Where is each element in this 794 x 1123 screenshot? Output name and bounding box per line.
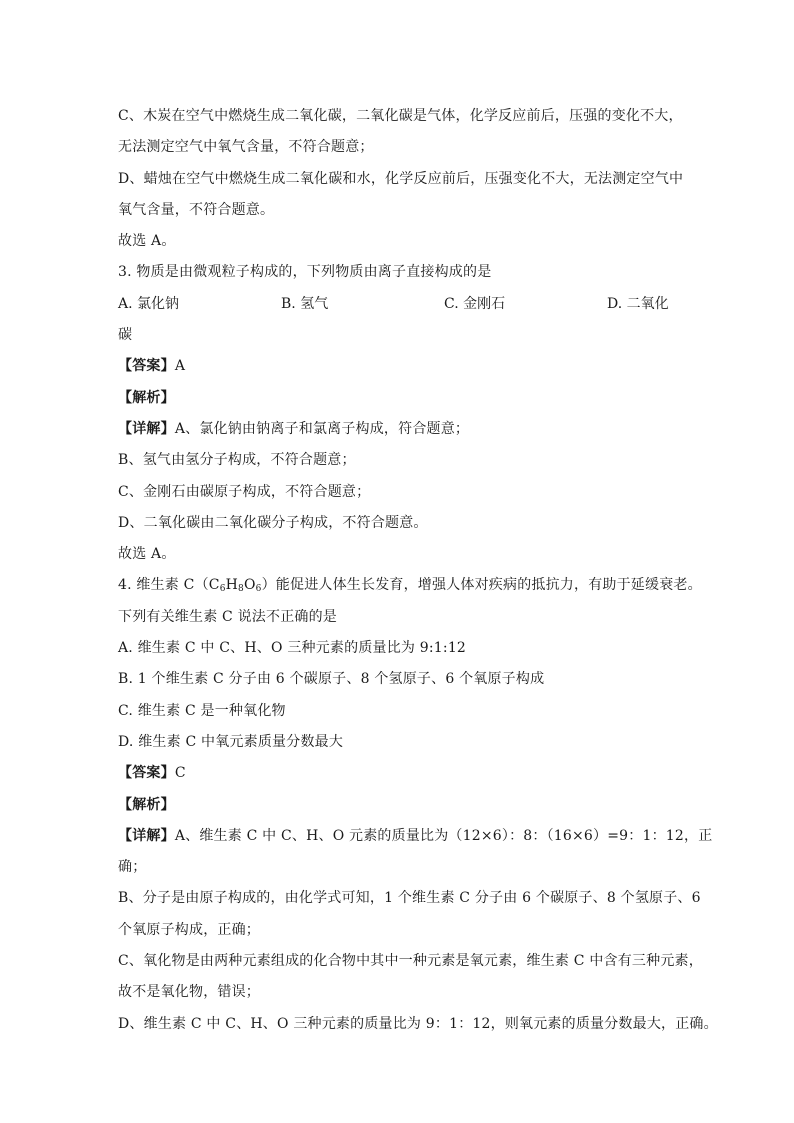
answer-label: 【答案】 — [118, 765, 175, 782]
q3-option-c: C. 金刚石 — [444, 295, 506, 312]
prev-conclusion: 故选 A。 — [118, 233, 176, 250]
answer-value: A — [174, 358, 186, 375]
formula-sub-h: 8 — [238, 584, 244, 595]
q3-option-d-wrap: 碳 — [118, 327, 133, 344]
detail-text: A、维生素 C 中 C、H、O 元素的质量比为（12×6）：8：（16×6）=9：1：12，正 — [174, 827, 713, 844]
q3-option-d: D. 二氧化 — [607, 295, 669, 312]
formula-sub-c: 6 — [219, 584, 226, 595]
q4-detail-a-line1 — [118, 821, 713, 852]
document-page — [118, 101, 718, 1040]
q4-detail-a-line2: 确； — [118, 859, 147, 876]
answer-label: 【答案】 — [118, 358, 175, 375]
q4-detail-b-line1: B、分子是由原子构成的，由化学式可知，1 个维生素 C 分子由 6 个碳原子、8 个氢原子、6 — [118, 890, 701, 907]
q3-detail-d: D、二氧化碳由二氧化碳分子构成，不符合题意。 — [118, 514, 428, 531]
prev-option-c-explanation-line1: C、木炭在空气中燃烧生成二氧化碳，二氧化碳是气体，化学反应前后，压强的变化不大， — [118, 108, 683, 124]
q3-conclusion: 故选 A。 — [118, 546, 176, 563]
q4-option-c: C. 维生素 C 是一种氧化物 — [118, 702, 286, 719]
q4-detail-c-line1: C、氧化物是由两种元素组成的化合物中其中一种元素是氧元素，维生素 C 中含有三种元素， — [118, 953, 703, 970]
formula-sub-o: 6 — [255, 584, 262, 595]
q4-stem — [118, 570, 702, 601]
q3-option-b: B. 氢气 — [281, 295, 329, 312]
formula-h: H — [225, 577, 239, 594]
q3-detail-c: C、金刚石由碳原子构成，不符合题意； — [118, 483, 371, 500]
q4-detail-b-line2: 个氧原子构成，正确； — [118, 921, 260, 938]
q3-answer — [118, 351, 680, 382]
q3-detail-a — [118, 414, 680, 445]
q4-answer — [118, 758, 680, 789]
q4-stem-post: ）能促进人体生长发育，增强人体对疾病的抵抗力，有助于延缓衰老。 — [261, 577, 702, 594]
q4-stem-pre: 4. 维生素 C（C — [118, 577, 220, 594]
detail-label: 【详解】 — [118, 827, 175, 844]
answer-value: C — [174, 765, 186, 782]
prev-option-d-explanation-line1: D、蜡烛在空气中燃烧生成二氧化碳和水，化学反应前后，压强变化不大，无法测定空气中 — [118, 170, 684, 187]
q3-options — [118, 289, 680, 320]
q4-option-d: D. 维生素 C 中氧元素质量分数最大 — [118, 733, 344, 750]
detail-label: 【详解】 — [118, 420, 175, 437]
q4-analysis-label: 【解析】 — [118, 796, 175, 813]
q4-option-b: B. 1 个维生素 C 分子由 6 个碳原子、8 个氢原子、6 个氧原子构成 — [118, 671, 545, 688]
q4-option-a: A. 维生素 C 中 C、H、O 三种元素的质量比为 9:1:12 — [118, 640, 467, 657]
q3-analysis-label: 【解析】 — [118, 389, 175, 406]
prev-option-c-explanation-line2: 无法测定空气中氧气含量，不符合题意； — [118, 139, 374, 156]
q3-detail-b: B、氢气由氢分子构成，不符合题意； — [118, 452, 356, 469]
prev-option-d-explanation-line2: 氧气含量，不符合题意。 — [118, 201, 275, 218]
q3-option-a: A. 氯化钠 — [118, 295, 180, 312]
detail-text: A、氯化钠由钠离子和氯离子构成，符合题意； — [174, 420, 470, 437]
formula-o: O — [243, 577, 256, 594]
q3-stem: 3. 物质是由微观粒子构成的，下列物质由离子直接构成的是 — [118, 264, 492, 281]
q4-detail-d-line1: D、维生素 C 中 C、H、O 三种元素的质量比为 9：1：12，则氧元素的质量分数最大，正确。 — [118, 1015, 718, 1032]
q4-detail-c-line2: 故不是氧化物，错误； — [118, 984, 260, 1001]
q4-stem-line2: 下列有关维生素 C 说法不正确的是 — [118, 608, 338, 625]
